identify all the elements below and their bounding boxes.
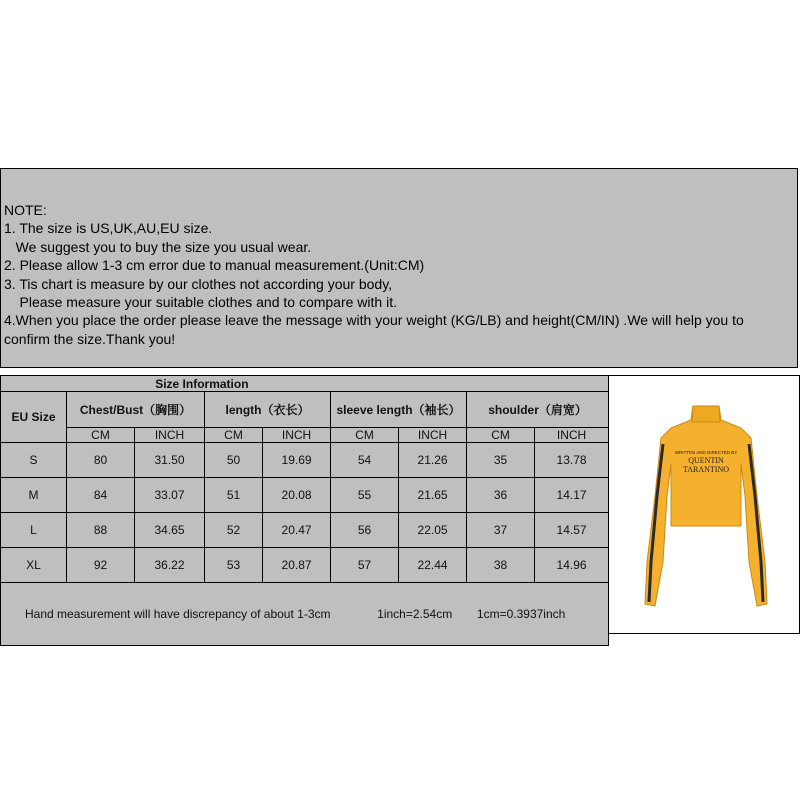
unit-cell: INCH <box>263 428 331 443</box>
value-cell: 54 <box>331 443 399 478</box>
value-cell: 19.69 <box>263 443 331 478</box>
print-line: WRITTEN AND DIRECTED BY <box>674 450 738 455</box>
value-cell: 21.65 <box>399 478 467 513</box>
header-shoulder: shoulder（肩宽） <box>467 392 609 428</box>
value-cell: 88 <box>67 513 135 548</box>
turtleneck-crop-top-icon <box>609 376 799 633</box>
size-cell: XL <box>1 548 67 583</box>
value-cell: 37 <box>467 513 535 548</box>
note-line: 1. The size is US,UK,AU,EU size. <box>4 220 213 237</box>
shirt-body <box>645 406 767 606</box>
header-length: length（衣长） <box>205 392 331 428</box>
value-cell: 56 <box>331 513 399 548</box>
value-cell: 20.87 <box>263 548 331 583</box>
unit-cell: CM <box>467 428 535 443</box>
value-cell: 14.96 <box>535 548 609 583</box>
units-row <box>1 428 609 443</box>
note-line: NOTE: <box>4 202 47 218</box>
turtleneck-collar <box>692 406 720 422</box>
size-cell: S <box>1 443 67 478</box>
value-cell: 52 <box>205 513 263 548</box>
value-cell: 53 <box>205 548 263 583</box>
table-header-row <box>1 392 609 428</box>
table-row <box>1 443 609 478</box>
unit-cell: CM <box>331 428 399 443</box>
value-cell: 20.08 <box>263 478 331 513</box>
print-line: QUENTIN <box>688 456 724 465</box>
header-eu-size: EU Size <box>1 392 67 443</box>
unit-cell: INCH <box>135 428 205 443</box>
value-cell: 92 <box>67 548 135 583</box>
value-cell: 22.44 <box>399 548 467 583</box>
value-cell: 80 <box>67 443 135 478</box>
print-line: TARANTINO <box>682 465 730 474</box>
table-row <box>1 548 609 583</box>
size-cell: M <box>1 478 67 513</box>
inch-conversion: 1inch=2.54cm <box>377 607 453 621</box>
value-cell: 51 <box>205 478 263 513</box>
unit-cell: INCH <box>535 428 609 443</box>
measurement-footnote <box>1 583 609 646</box>
value-cell: 38 <box>467 548 535 583</box>
value-cell: 13.78 <box>535 443 609 478</box>
note-line: Please measure your suitable clothes and to compare with it. <box>4 294 397 311</box>
value-cell: 84 <box>67 478 135 513</box>
value-cell: 21.26 <box>399 443 467 478</box>
value-cell: 14.17 <box>535 478 609 513</box>
unit-cell: CM <box>205 428 263 443</box>
value-cell: 50 <box>205 443 263 478</box>
value-cell: 36.22 <box>135 548 205 583</box>
table-row <box>1 478 609 513</box>
table-title-spacer <box>263 376 609 392</box>
table-title-row <box>1 376 609 392</box>
header-chest: Chest/Bust（胸围） <box>67 392 205 428</box>
value-cell: 57 <box>331 548 399 583</box>
size-chart-table <box>0 375 609 646</box>
header-sleeve: sleeve length（袖长） <box>331 392 467 428</box>
value-cell: 34.65 <box>135 513 205 548</box>
unit-cell: CM <box>67 428 135 443</box>
table-row <box>1 513 609 548</box>
size-cell: L <box>1 513 67 548</box>
value-cell: 31.50 <box>135 443 205 478</box>
unit-cell: INCH <box>399 428 467 443</box>
note-line: 2. Please allow 1-3 cm error due to manual measurement.(Unit:CM) <box>4 257 425 274</box>
discrepancy-note: Hand measurement will have discrepancy of about 1-3cm <box>25 607 331 621</box>
value-cell: 14.57 <box>535 513 609 548</box>
value-cell: 35 <box>467 443 535 478</box>
note-line: 4.When you place the order please leave the message with your weight (KG/LB) and height(CM/IN) .We will help you to confirm the size.Thank you! <box>4 312 744 347</box>
size-note-panel <box>0 168 798 368</box>
value-cell: 33.07 <box>135 478 205 513</box>
value-cell: 36 <box>467 478 535 513</box>
note-line: We suggest you to buy the size you usual wear. <box>4 238 312 255</box>
table-title: Size Information <box>1 376 263 392</box>
value-cell: 22.05 <box>399 513 467 548</box>
cm-conversion: 1cm=0.3937inch <box>476 607 566 621</box>
note-line: 3. Tis chart is measure by our clothes not according your body, <box>4 275 393 292</box>
value-cell: 20.47 <box>263 513 331 548</box>
value-cell: 55 <box>331 478 399 513</box>
table-footer-row <box>1 583 609 646</box>
product-photo <box>608 375 800 634</box>
